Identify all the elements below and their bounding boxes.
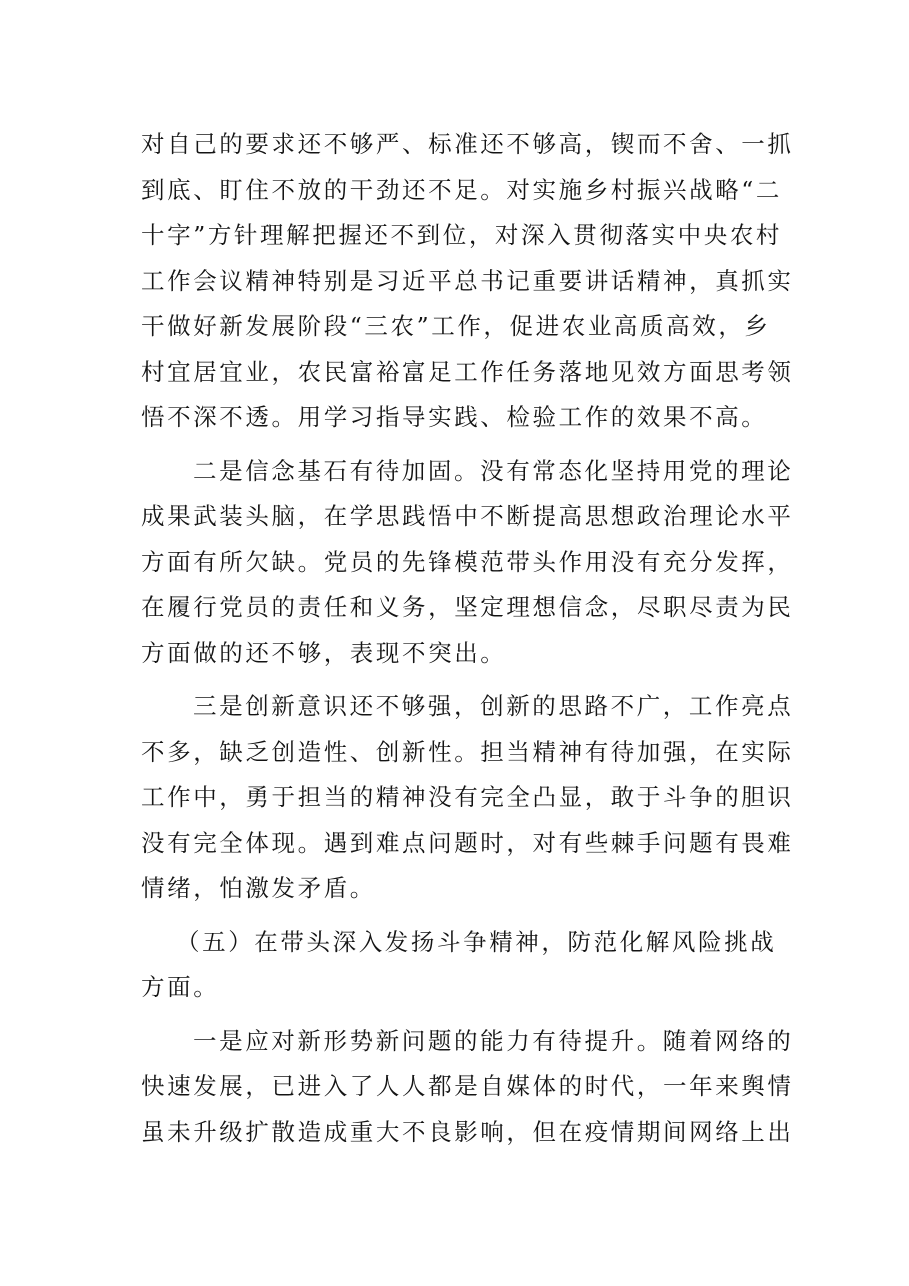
text-line: 一是应对新形势新问题的能力有待提升。随着网络的 [193,1026,794,1055]
document-body [141,122,794,1155]
text-line: 方面有所欠缺。党员的先锋模范带头作用没有充分发挥， [141,547,794,576]
text-line: 不多，缺乏创造性、创新性。担当精神有待加强，在实际 [141,737,794,766]
text-line: （五）在带头深入发扬斗争精神，防范化解风险挑战 [176,927,777,956]
text-line: 村宜居宜业，农民富裕富足工作任务落地见效方面思考领 [141,357,794,386]
text-line: 虽未升级扩散造成重大不良影响，但在疫情期间网络上出 [141,1117,794,1146]
text-line: 没有完全体现。遇到难点问题时，对有些棘手问题有畏难 [141,828,794,857]
text-line: 对自己的要求还不够严、标准还不够高，锲而不舍、一抓 [141,130,794,158]
text-line: 悟不深不透。用学习指导实践、检验工作的效果不高。 [141,403,768,431]
text-line: 方面做的还不够，表现不突出。 [141,638,507,667]
text-line: 干做好新发展阶段“三农”工作，促进农业高质高效，乡 [141,312,771,340]
paragraph [141,449,794,677]
text-line: 工作会议精神特别是习近平总书记重要讲话精神，真抓实 [141,266,794,295]
text-line: 在履行党员的责任和义务，坚定理想信念，尽职尽责为民 [141,593,794,621]
paragraph [141,684,794,912]
text-line: 到底、盯住不放的干劲还不足。对实施乡村振兴战略“二 [141,175,783,204]
text-line: 成果武装头脑，在学思践悟中不断提高思想政治理论水平 [141,502,794,530]
text-line: 方面。 [141,973,220,1001]
section-heading [141,920,781,1011]
paragraph [141,122,794,441]
text-line: 工作中，勇于担当的精神没有完全凸显，敢于斗争的胆识 [141,783,794,811]
paragraph [141,1019,794,1156]
text-line: 快速发展，已进入了人人都是自媒体的时代，一年来舆情 [141,1072,794,1100]
text-line: 十字”方针理解把握还不到位，对深入贯彻落实中央农村 [141,221,783,249]
text-line: 二是信念基石有待加固。没有常态化坚持用党的理论 [193,456,794,485]
text-line: 情绪，怕激发矛盾。 [141,874,376,902]
text-line: 三是创新意识还不够强，创新的思路不广，工作亮点 [193,692,794,720]
